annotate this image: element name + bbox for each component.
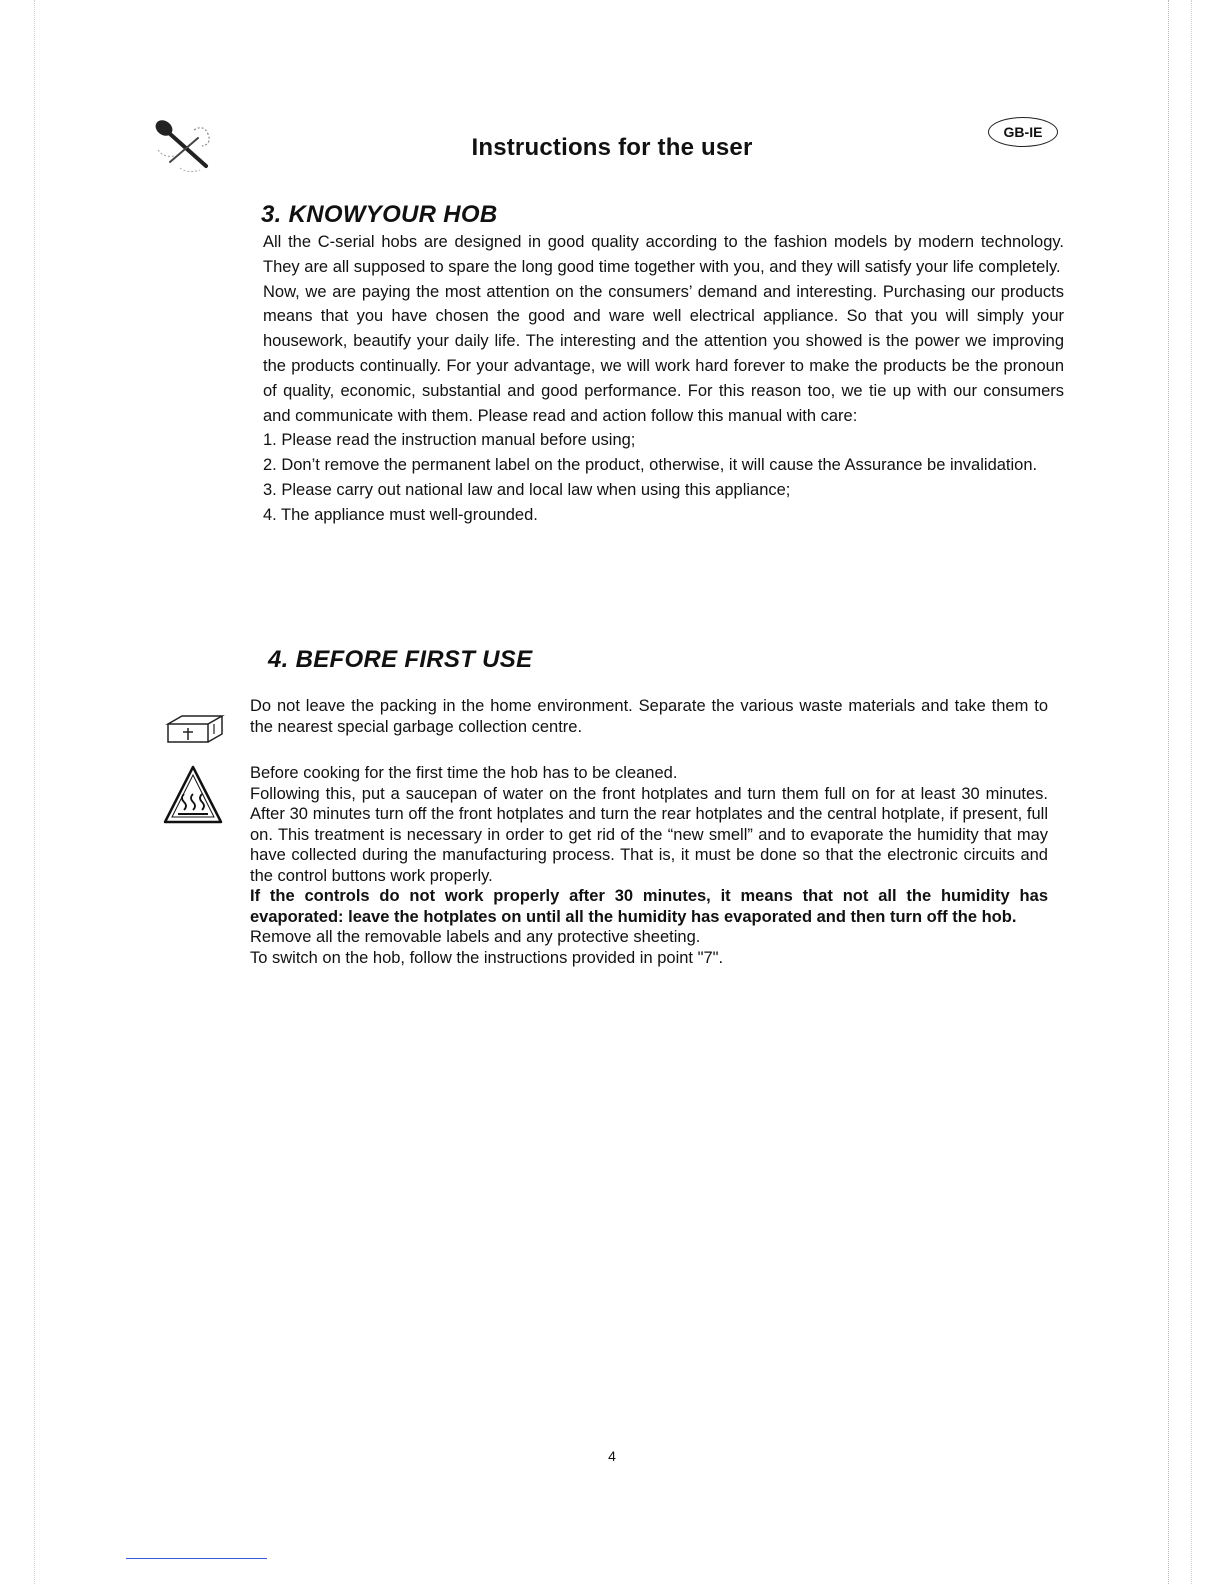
attention-paragraph: Now, we are paying the most attention on the consumers’ demand and interesting. Purchasing our products means that you have chosen the good and ware well electrical appliance. So that you will simply your housework, beautify your daily life. The interesting and the attention you showed is the power we improving the products continually. For your advantage, we will work hard forever to make the products be the pronoun of quality, economic, substantial and good performance. For this reason too, we tie up with our consumers and communicate with them. Please read and action follow this manual with care: — [263, 282, 1064, 425]
cleaning-text: Before cooking for the first time the hob has to be cleaned. — [250, 764, 678, 782]
hot-surface-warning-icon — [162, 764, 224, 826]
section-3-body — [263, 230, 1064, 528]
remove-labels-text: Remove all the removable labels and any protective sheeting. — [250, 928, 701, 946]
packing-text: Do not leave the packing in the home environment. Separate the various waste materials and take them to the nearest special garbage collection centre. — [250, 697, 1048, 736]
region-badge: GB-IE — [988, 117, 1058, 147]
packing-box-icon — [164, 712, 226, 748]
footer-line — [126, 1558, 267, 1559]
scan-edge-left — [34, 0, 36, 1584]
warning-text: If the controls do not work properly after 30 minutes, it means that not all the humidity has evaporated: leave the hotplates on until all the humidity has evaporated and then turn off the hob. — [250, 887, 1048, 926]
cleaning-block — [250, 763, 1048, 968]
section-4-heading: 4. BEFORE FIRST USE — [268, 646, 533, 673]
page-title: Instructions for the user — [471, 134, 753, 161]
scan-edge-right — [1168, 0, 1192, 1584]
procedure-text: Following this, put a saucepan of water on the front hotplates and turn them full on for at least 30 minutes. After 30 minutes turn off the front hotplates and turn the rear hotplates and the central hotplate, if present, full on. This treatment is necessary in order to get rid of the “new smell” and to evaporate the humidity that may have collected during the manufacturing process. That is, it must be done so that the electronic circuits and the control buttons work properly. — [250, 784, 1048, 885]
section-3-heading: 3. KNOWYOUR HOB — [261, 201, 498, 228]
list-item: 3. Please carry out national law and local law when using this appliance; — [263, 480, 791, 499]
list-item: 1. Please read the instruction manual before using; — [263, 431, 636, 450]
list-item: 4. The appliance must well-grounded. — [263, 505, 538, 524]
packing-paragraph — [250, 696, 1048, 737]
list-item: 2. Don’t remove the permanent label on the product, otherwise, it will cause the Assurance be invalidation. — [263, 456, 1038, 475]
page-number: 4 — [608, 1448, 616, 1464]
switch-on-text: To switch on the hob, follow the instructions provided in point "7". — [250, 948, 724, 967]
intro-paragraph: All the C-serial hobs are designed in good quality according to the fashion models by modern technology. They are all supposed to spare the long good time together with you, and they will satisfy your life completely. — [263, 233, 1064, 276]
